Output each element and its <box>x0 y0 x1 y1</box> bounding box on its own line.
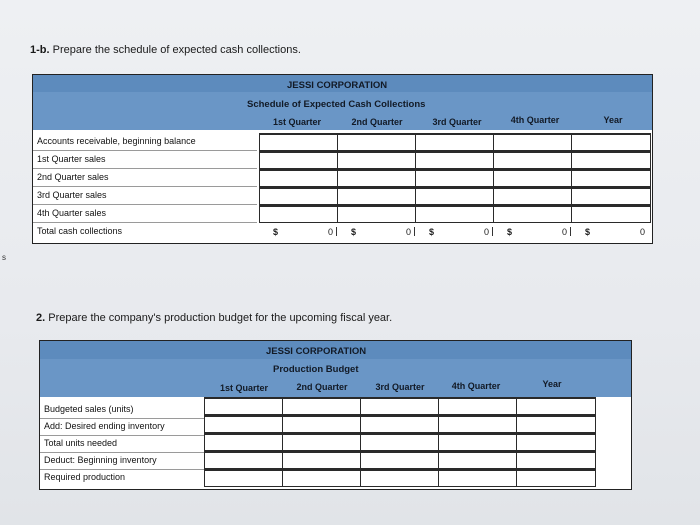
input-q3sales-year[interactable] <box>571 187 651 205</box>
currency-symbol: $ <box>273 227 279 237</box>
col-header-q1: 1st Quarter <box>272 117 322 127</box>
input-total-needed-q4[interactable] <box>438 433 518 451</box>
input-required-prod-year[interactable] <box>516 469 596 487</box>
row-label-total-cash: Total cash collections <box>37 226 123 236</box>
input-ar-q1[interactable] <box>259 133 339 151</box>
schedule-title: Schedule of Expected Cash Collections <box>247 99 426 110</box>
input-q1sales-q4[interactable] <box>493 151 573 169</box>
cash-collections-table <box>32 74 653 244</box>
input-ending-inv-year[interactable] <box>516 415 596 433</box>
cell-divider <box>336 227 337 236</box>
row-label-desired-ending-inventory: Add: Desired ending inventory <box>40 418 204 436</box>
input-q4sales-q3[interactable] <box>415 205 495 223</box>
row-label-budgeted-sales: Budgeted sales (units) <box>40 401 204 419</box>
input-q1sales-year[interactable] <box>571 151 651 169</box>
col-header-q2: 2nd Quarter <box>296 382 348 392</box>
input-q4sales-q2[interactable] <box>337 205 417 223</box>
cell-divider <box>570 227 571 236</box>
input-beginning-inv-q4[interactable] <box>438 451 518 469</box>
total-value: 0 <box>327 227 333 237</box>
cell-divider <box>414 227 415 236</box>
col-header-q3: 3rd Quarter <box>375 382 425 392</box>
input-ending-inv-q1[interactable] <box>204 415 284 433</box>
total-value: 0 <box>561 227 567 237</box>
col-header-year: Year <box>542 379 562 389</box>
row-label-beginning-inventory: Deduct: Beginning inventory <box>40 452 204 470</box>
row-label-ar-beginning: Accounts receivable, beginning balance <box>33 133 257 151</box>
input-ending-inv-q2[interactable] <box>282 415 362 433</box>
row-label-q3-sales: 3rd Quarter sales <box>33 187 257 205</box>
input-beginning-inv-q1[interactable] <box>204 451 284 469</box>
input-ar-q4[interactable] <box>493 133 573 151</box>
input-q4sales-q4[interactable] <box>493 205 573 223</box>
cell-divider <box>492 227 493 236</box>
input-beginning-inv-q3[interactable] <box>360 451 440 469</box>
production-budget-table <box>39 340 632 490</box>
input-q3sales-q4[interactable] <box>493 187 573 205</box>
budget-title: Production Budget <box>273 364 359 375</box>
input-required-prod-q2[interactable] <box>282 469 362 487</box>
part1-heading <box>30 44 301 56</box>
input-q2sales-year[interactable] <box>571 169 651 187</box>
input-q1sales-q1[interactable] <box>259 151 339 169</box>
input-beginning-inv-year[interactable] <box>516 451 596 469</box>
company-name: JESSI CORPORATION <box>266 346 367 357</box>
currency-symbol: $ <box>507 227 513 237</box>
part2-heading <box>36 312 392 324</box>
part1-heading-text: Prepare the schedule of expected cash collections. <box>52 44 301 56</box>
currency-symbol: $ <box>429 227 435 237</box>
col-header-q1: 1st Quarter <box>219 383 269 393</box>
input-q4sales-q1[interactable] <box>259 205 339 223</box>
input-q2sales-q1[interactable] <box>259 169 339 187</box>
col-header-q2: 2nd Quarter <box>351 117 403 127</box>
col-header-q3: 3rd Quarter <box>432 117 482 127</box>
total-value: 0 <box>639 227 645 237</box>
input-required-prod-q1[interactable] <box>204 469 284 487</box>
input-total-needed-year[interactable] <box>516 433 596 451</box>
input-q1sales-q2[interactable] <box>337 151 417 169</box>
row-label-q4-sales: 4th Quarter sales <box>33 205 257 223</box>
input-beginning-inv-q2[interactable] <box>282 451 362 469</box>
input-total-needed-q3[interactable] <box>360 433 440 451</box>
input-q2sales-q3[interactable] <box>415 169 495 187</box>
input-required-prod-q4[interactable] <box>438 469 518 487</box>
input-ar-q2[interactable] <box>337 133 417 151</box>
input-sales-q3[interactable] <box>360 397 440 415</box>
side-mark: s <box>2 253 6 262</box>
input-ending-inv-q3[interactable] <box>360 415 440 433</box>
currency-symbol: $ <box>585 227 591 237</box>
input-q3sales-q3[interactable] <box>415 187 495 205</box>
input-ending-inv-q4[interactable] <box>438 415 518 433</box>
input-total-needed-q1[interactable] <box>204 433 284 451</box>
col-header-year: Year <box>603 115 623 125</box>
col-header-q4: 4th Quarter <box>451 381 501 391</box>
row-label-q2-sales: 2nd Quarter sales <box>33 169 257 187</box>
currency-symbol: $ <box>351 227 357 237</box>
input-q3sales-q1[interactable] <box>259 187 339 205</box>
input-sales-q1[interactable] <box>204 397 284 415</box>
input-q2sales-q2[interactable] <box>337 169 417 187</box>
total-value: 0 <box>483 227 489 237</box>
input-sales-q4[interactable] <box>438 397 518 415</box>
part2-heading-number: 2. <box>36 312 46 324</box>
row-label-total-units-needed: Total units needed <box>40 435 204 453</box>
total-value: 0 <box>405 227 411 237</box>
input-q2sales-q4[interactable] <box>493 169 573 187</box>
input-ar-q3[interactable] <box>415 133 495 151</box>
row-label-required-production: Required production <box>44 472 126 482</box>
input-q4sales-year[interactable] <box>571 205 651 223</box>
input-total-needed-q2[interactable] <box>282 433 362 451</box>
input-required-prod-q3[interactable] <box>360 469 440 487</box>
col-header-q4: 4th Quarter <box>510 115 560 125</box>
row-label-q1-sales: 1st Quarter sales <box>33 151 257 169</box>
part1-heading-number: 1-b. <box>30 44 50 56</box>
input-sales-year[interactable] <box>516 397 596 415</box>
company-name: JESSI CORPORATION <box>287 80 388 91</box>
part2-heading-text: Prepare the company's production budget for the upcoming fiscal year. <box>48 312 393 324</box>
input-sales-q2[interactable] <box>282 397 362 415</box>
input-ar-year[interactable] <box>571 133 651 151</box>
input-q1sales-q3[interactable] <box>415 151 495 169</box>
input-q3sales-q2[interactable] <box>337 187 417 205</box>
